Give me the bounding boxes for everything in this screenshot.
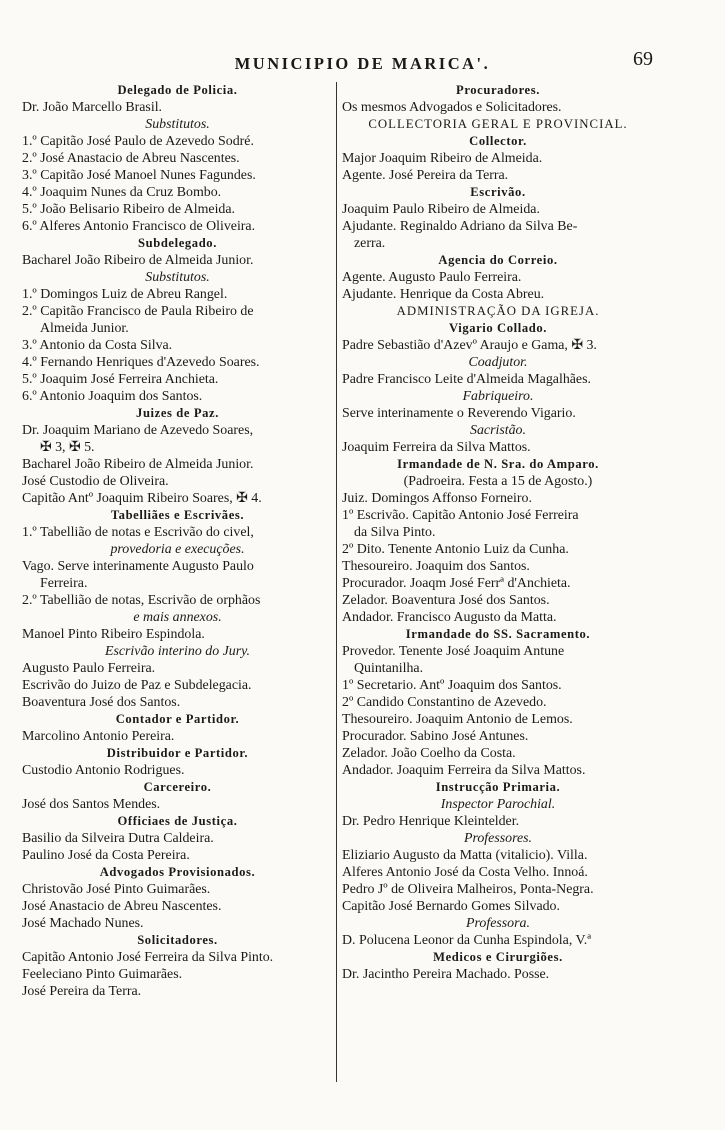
entry-line: 2º Dito. Tenente Antonio Luiz da Cunha. (342, 542, 569, 557)
entry-line: Procurador. Sabino José Antunes. (342, 729, 529, 744)
entry-line: Augusto Paulo Ferreira. (22, 661, 156, 676)
section-heading: Instrucção Primaria. (435, 780, 561, 794)
entry-line: Padre Sebastião d'Azevº Araujo e Gama, ✠ 3. (342, 338, 597, 353)
entry-line: D. Polucena Leonor da Cunha Espindola, V.ª (342, 933, 592, 948)
section-heading: Irmandade do SS. Sacramento. (405, 627, 591, 641)
entry-line: Agente. José Pereira da Terra. (342, 168, 509, 183)
continuation-line: zerra. (354, 236, 386, 251)
entry-line: Provedor. Tenente José Joaquim Antune (342, 644, 565, 659)
section-heading: Agencia do Correio. (438, 253, 558, 267)
section-heading: Solicitadores. (137, 933, 218, 947)
section-heading: Procuradores. (456, 83, 540, 97)
section-heading: Escrivão. (470, 185, 526, 199)
section-heading: Subdelegado. (138, 236, 217, 250)
entry-line: Bacharel João Ribeiro de Almeida Junior. (22, 457, 254, 472)
right-column (342, 82, 654, 983)
entry-line: Procurador. Joaqm José Ferrª d'Anchieta. (342, 576, 571, 591)
column-divider (336, 82, 337, 1082)
section-heading: Juizes de Paz. (136, 406, 219, 420)
subheading: e mais annexos. (133, 610, 222, 625)
entry-line: José Machado Nunes. (22, 916, 144, 931)
entry-line: 1.º Domingos Luiz de Abreu Rangel. (22, 287, 228, 302)
entry-line: Dr. João Marcello Brasil. (22, 100, 163, 115)
section-heading: Medicos e Cirurgiões. (433, 950, 563, 964)
entry-line: Andador. Francisco Augusto da Matta. (342, 610, 557, 625)
entry-line: Custodio Antonio Rodrigues. (22, 763, 185, 778)
subheading: Substitutos. (145, 117, 210, 132)
entry-line: 2.º José Anastacio de Abreu Nascentes. (22, 151, 240, 166)
entry-line: 3.º Capitão José Manoel Nunes Fagundes. (22, 168, 256, 183)
page-title: MUNICIPIO DE MARICA'. (234, 54, 491, 73)
section-heading: Officiaes de Justiça. (117, 814, 238, 828)
section-heading: Distribuidor e Partidor. (106, 746, 249, 760)
continuation-line: ✠ 3, ✠ 5. (40, 440, 95, 455)
entry-line: Ajudante. Reginaldo Adriano da Silva Be- (342, 219, 578, 234)
continuation-line: Almeida Junior. (40, 321, 129, 336)
entry-line: Padre Francisco Leite d'Almeida Magalhães. (342, 372, 591, 387)
section-heading: Delegado de Policia. (117, 83, 238, 97)
entry-line: Eliziario Augusto da Matta (vitalicio). Villa. (342, 848, 588, 863)
section-title: COLLECTORIA GERAL E PROVINCIAL. (368, 117, 628, 131)
entry-line: Andador. Joaquim Ferreira da Silva Mattos. (342, 763, 586, 778)
subheading: Sacristão. (470, 423, 526, 438)
entry-line: José Anastacio de Abreu Nascentes. (22, 899, 222, 914)
entry-line: Zelador. Boaventura José dos Santos. (342, 593, 550, 608)
page-number: 69 (633, 48, 653, 70)
page-header (0, 48, 725, 78)
entry-line: Agente. Augusto Paulo Ferreira. (342, 270, 522, 285)
entry-line: Bacharel João Ribeiro de Almeida Junior. (22, 253, 254, 268)
subheading: Professora. (466, 916, 530, 931)
continuation-line: Ferreira. (40, 576, 88, 591)
entry-line: Paulino José da Costa Pereira. (22, 848, 190, 863)
entry-line: 4.º Fernando Henriques d'Azevedo Soares. (22, 355, 260, 370)
entry-line: 6.º Antonio Joaquim dos Santos. (22, 389, 203, 404)
entry-line: Major Joaquim Ribeiro de Almeida. (342, 151, 543, 166)
section-heading: Tabelliães e Escrivães. (110, 508, 245, 522)
section-heading: Irmandade de N. Sra. do Amparo. (397, 457, 599, 471)
subheading: provedoria e execuções. (110, 542, 245, 557)
entry-line: Thesoureiro. Joaquim Antonio de Lemos. (342, 712, 573, 727)
left-column (22, 82, 333, 1000)
subheading: Professores. (463, 831, 533, 846)
entry-line: José dos Santos Mendes. (22, 797, 161, 812)
entry-line: Dr. Jacintho Pereira Machado. Posse. (342, 967, 550, 982)
entry-line: 1º Secretario. Antº Joaquim dos Santos. (342, 678, 562, 693)
entry-line: 4.º Joaquim Nunes da Cruz Bombo. (22, 185, 222, 200)
entry-line: 3.º Antonio da Costa Silva. (22, 338, 173, 353)
entry-line: José Custodio de Oliveira. (22, 474, 169, 489)
entry-line: Boaventura José dos Santos. (22, 695, 181, 710)
entry-line: Serve interinamente o Reverendo Vigario. (342, 406, 576, 421)
entry-line: Vago. Serve interinamente Augusto Paulo (22, 559, 254, 574)
entry-line: Zelador. João Coelho da Costa. (342, 746, 516, 761)
section-heading: Advogados Provisionados. (99, 865, 256, 879)
entry-line: Feeleciano Pinto Guimarães. (22, 967, 183, 982)
entry-line: Dr. Pedro Henrique Kleintelder. (342, 814, 520, 829)
section-title: ADMINISTRAÇÃO DA IGREJA. (396, 304, 600, 318)
entry-line: Thesoureiro. Joaquim dos Santos. (342, 559, 530, 574)
entry-line: 6.º Alferes Antonio Francisco de Oliveira. (22, 219, 256, 234)
entry-line: 5.º Joaquim José Ferreira Anchieta. (22, 372, 219, 387)
entry-line: Capitão Antonio José Ferreira da Silva Pinto. (22, 950, 274, 965)
subheading: Substitutos. (145, 270, 210, 285)
entry-line: Juiz. Domingos Affonso Forneiro. (342, 491, 532, 506)
subheading: Coadjutor. (468, 355, 528, 370)
entry-line: 2.º Capitão Francisco de Paula Ribeiro de (22, 304, 254, 319)
section-heading: Collector. (469, 134, 527, 148)
entry-line: Capitão José Bernardo Gomes Silvado. (342, 899, 560, 914)
continuation-line: da Silva Pinto. (354, 525, 436, 540)
entry-line: Basilio da Silveira Dutra Caldeira. (22, 831, 214, 846)
subheading: Inspector Parochial. (440, 797, 556, 812)
entry-line: Ajudante. Henrique da Costa Abreu. (342, 287, 545, 302)
entry-line: Dr. Joaquim Mariano de Azevedo Soares, (22, 423, 254, 438)
entry-line: 1.º Capitão José Paulo de Azevedo Sodré. (22, 134, 254, 149)
section-heading: Vigario Collado. (449, 321, 547, 335)
entry-line: Joaquim Ferreira da Silva Mattos. (342, 440, 531, 455)
entry-line: Escrivão do Juizo de Paz e Subdelegacia. (22, 678, 252, 693)
entry-line: José Pereira da Terra. (22, 984, 142, 999)
continuation-line: Quintanilha. (354, 661, 424, 676)
entry-line: Manoel Pinto Ribeiro Espindola. (22, 627, 205, 642)
subheading: Escrivão interino do Jury. (104, 644, 251, 659)
entry-line: 5.º João Belisario Ribeiro de Almeida. (22, 202, 236, 217)
entry-line: Capitão Antº Joaquim Ribeiro Soares, ✠ 4. (22, 491, 262, 506)
entry-line: Joaquim Paulo Ribeiro de Almeida. (342, 202, 540, 217)
entry-line: Christovão José Pinto Guimarães. (22, 882, 211, 897)
entry-line: Os mesmos Advogados e Solicitadores. (342, 100, 562, 115)
note-line: (Padroeira. Festa a 15 de Agosto.) (403, 474, 593, 489)
section-heading: Contador e Partidor. (115, 712, 240, 726)
entry-line: Alferes Antonio José da Costa Velho. Innoá. (342, 865, 588, 880)
entry-line: Marcolino Antonio Pereira. (22, 729, 175, 744)
section-heading: Carcereiro. (143, 780, 212, 794)
entry-line: 2.º Tabellião de notas, Escrivão de orphãos (22, 593, 261, 608)
entry-line: 1.º Tabellião de notas e Escrivão do civel, (22, 525, 254, 540)
subheading: Fabriqueiro. (462, 389, 534, 404)
entry-line: 2º Candido Constantino de Azevedo. (342, 695, 547, 710)
entry-line: 1º Escrivão. Capitão Antonio José Ferreira (342, 508, 579, 523)
entry-line: Pedro Jº de Oliveira Malheiros, Ponta-Negra. (342, 882, 594, 897)
